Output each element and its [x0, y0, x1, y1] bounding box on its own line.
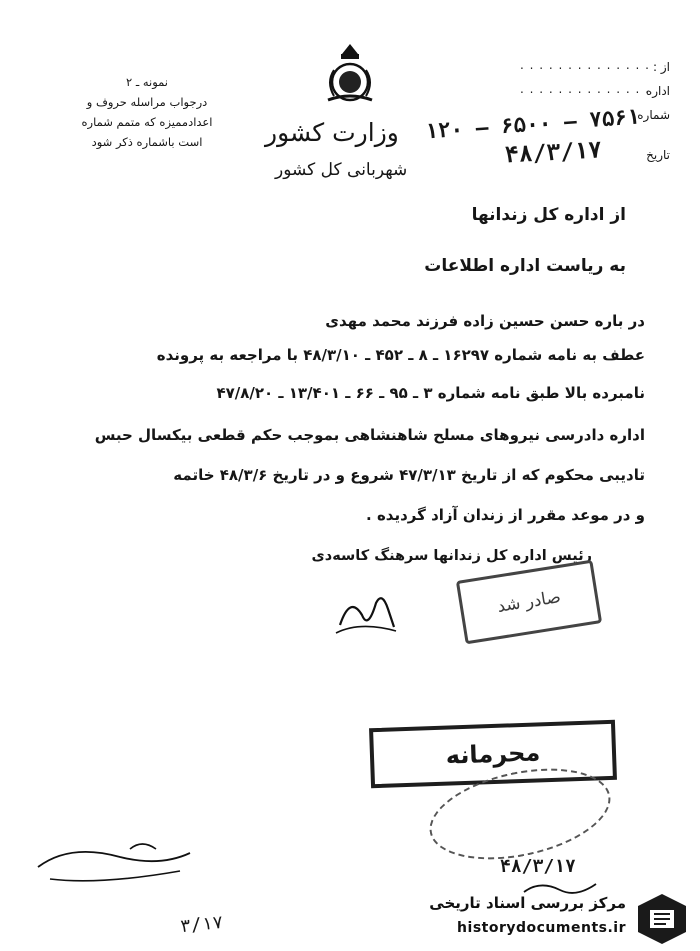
body-line: نامبرده بالا طبق نامه شماره ۳ ـ ۹۵ ـ ۶۶ ـ ۱۳/۴۰۱ ـ ۴۷/۸/۲۰ — [216, 384, 645, 402]
addressee-from: از اداره کل زندانها — [471, 205, 626, 225]
body-line: اداره دادرسی نیروهای مسلح شاهنشاهی بموجب حکم قطعی بیکسال حبس — [94, 426, 645, 444]
form-note-line: درجواب مراسله حروف و — [86, 95, 208, 109]
office-label: اداره — [645, 84, 670, 98]
municipality-title: شهربانی کل کشور — [275, 160, 408, 180]
watermark-url: historydocuments.ir — [457, 920, 626, 936]
form-note — [62, 72, 232, 152]
signatory-line: رئیس اداره کل زندانها سرهنگ کاسه‌دی — [311, 548, 592, 564]
from-label: از : — [653, 60, 670, 74]
dotted-line: . . . . . . . . . . . . . . — [520, 82, 650, 96]
form-note-line: نمونه ـ ۲ — [125, 75, 169, 89]
letter-number-handwritten: ۱۲۰ – ۶۵۰۰ – ۷۵۶۱ — [424, 104, 641, 144]
watermark-title: مرکز بررسی اسناد تاریخی — [429, 894, 626, 912]
issued-stamp: صادر شد — [456, 560, 602, 645]
date-label: تاریخ — [646, 148, 670, 162]
letter-date-handwritten: ۴۸/۳/۱۷ — [504, 137, 603, 169]
body-line: و در موعد مقرر از زندان آزاد گردیده . — [366, 506, 645, 524]
dotted-line: . . . . . . . . . . . . . . — [520, 58, 650, 72]
number-label: شماره — [637, 108, 670, 122]
ministry-title: وزارت کشور — [265, 118, 399, 147]
addressee-to: به ریاست اداره اطلاعات — [424, 256, 626, 276]
left-handwritten-note: ۳/۱۷ — [179, 911, 225, 938]
archive-logo-icon — [634, 892, 690, 946]
watermark — [410, 890, 696, 948]
form-note-line: اعدادممیزه که متمم شماره — [81, 115, 213, 129]
body-line: تادیبی محکوم که از تاریخ ۴۷/۳/۱۳ شروع و در تاریخ ۴۸/۳/۶ خاتمه — [173, 466, 645, 484]
form-note-line: است باشماره ذکر شود — [91, 135, 203, 149]
body-line: در باره حسن حسین زاده فرزند محمد مهدی — [325, 312, 645, 330]
confidential-stamp: محرمانه — [369, 720, 617, 789]
lion-and-sun-emblem-icon — [320, 40, 380, 110]
body-line: عطف به نامه شماره ۱۶۲۹۷ ـ ۸ ـ ۴۵۲ ـ ۴۸/۳/۱۰ با مراجعه به پرونده — [156, 346, 645, 364]
bottom-date-handwritten: ۴۸/۳/۱۷ — [500, 856, 576, 877]
left-signature-icon — [30, 835, 200, 895]
signature-icon — [330, 585, 400, 640]
